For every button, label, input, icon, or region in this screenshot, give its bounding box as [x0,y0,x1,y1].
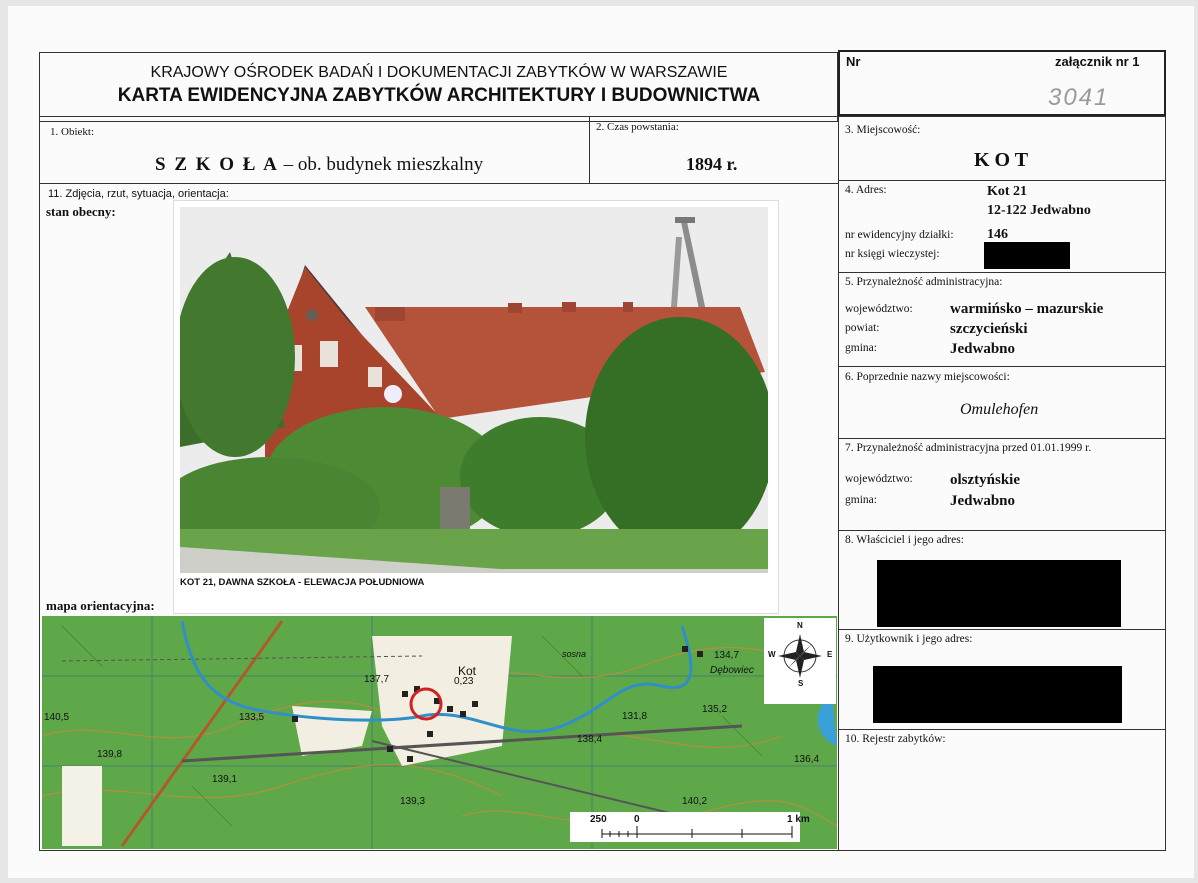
address-bottom [838,272,1166,273]
compass-w: W [768,650,776,659]
land-register-label: nr księgi wieczystej: [845,248,940,260]
land-register-redaction [984,242,1070,269]
commune-label: gmina: [845,342,877,354]
scale-left: 250 [590,814,607,825]
object-label: 1. Obiekt: [50,126,94,138]
map-spot-height: 137,7 [364,674,390,685]
admin-before-commune-value: Jedwabno [950,493,1016,509]
attachment-label: załącznik nr 1 [1055,54,1140,69]
map-spot-height: 139,3 [400,796,426,807]
admin-label: 5. Przynależność administracyjna: [845,276,1003,288]
map-spot-height: 139,8 [97,749,123,760]
map-spot-height: 138,4 [577,734,603,745]
date-value: 1894 r. [686,154,738,174]
object-name-spaced: S Z K O Ł A [155,154,279,175]
object-name-rest: – ob. budynek mieszkalny [278,154,484,175]
registry-label: 10. Rejestr zabytków: [845,733,946,745]
row1-bottom [39,183,838,184]
current-state-label: stan obecny: [46,204,116,219]
right-column-divider [838,116,839,851]
map-town-height: 0,23 [454,676,474,687]
location-map [42,616,837,849]
photos-section-label: 11. Zdjęcia, rzut, sytuacja, orientacja: [48,188,229,200]
county-label: powiat: [845,322,880,334]
former-names-label: 6. Poprzednie nazwy miejscowości: [845,371,1010,383]
nr-label: Nr [846,54,861,69]
handwritten-number: 3041 [1048,84,1110,111]
scale-right: 1 km [787,814,810,825]
admin-before-bottom [838,530,1166,531]
user-redaction [873,666,1122,723]
record-card [8,6,1194,878]
admin-bottom [838,366,1166,367]
map-spot-height: 135,2 [702,704,728,715]
map-label: mapa orientacyjna: [46,598,155,613]
admin-before-voivodeship-label: województwo: [845,473,913,485]
object-name [155,154,483,176]
date-label: 2. Czas powstania: [596,121,679,133]
map-sosna-label: sosna [562,649,587,659]
county-value: szczycieński [950,321,1028,337]
map-spot-height: 133,5 [239,712,265,723]
commune-value: Jedwabno [950,341,1016,357]
user-bottom [838,729,1166,730]
owner-bottom [838,629,1166,630]
admin-before-label: 7. Przynależność administracyjna przed 01.01.1999 r. [845,442,1092,454]
object-date-divider [589,116,590,183]
map-spot-height: 134,7 [714,650,740,661]
scale-zero: 0 [634,814,640,825]
place-value: K O T [974,149,1029,171]
admin-before-commune-label: gmina: [845,494,877,506]
owner-redaction [877,560,1121,627]
parcel-label: nr ewidencyjny działki: [845,229,954,241]
map-spot-height: 139,1 [212,774,238,785]
photo-caption: KOT 21, DAWNA SZKOŁA - ELEWACJA POŁUDNIOWA [180,577,425,588]
admin-before-voivodeship-value: olsztyńskie [950,472,1021,488]
place-bottom [838,180,1166,181]
card-title: KARTA EWIDENCYJNA ZABYTKÓW ARCHITEKTURY I BUDOWNICTWA [117,85,761,106]
map-spot-height: 136,4 [794,754,820,765]
parcel-value: 146 [987,227,1008,242]
voivodeship-label: województwo: [845,303,913,315]
address-label: 4. Adres: [845,184,887,196]
compass-s: S [798,679,804,688]
address-line1: Kot 21 [987,184,1028,199]
former-names-bottom [838,438,1166,439]
compass-n: N [797,621,803,630]
former-names-value: Omulehofen [960,401,1039,418]
compass-e: E [827,650,833,659]
address-line2: 12-122 Jedwabno [987,203,1091,218]
map-spot-height: 140,5 [44,712,70,723]
map-spot-height: 140,2 [682,796,708,807]
building-photo-frame [173,200,779,614]
map-village-label: Dębowiec [710,665,754,676]
school-building-photo [180,207,768,573]
map-spot-height: 131,8 [622,711,648,722]
owner-label: 8. Właściciel i jego adres: [845,534,964,546]
place-label: 3. Miejscowość: [845,124,921,136]
map-town-label: Kot [458,664,477,678]
institution-name: KRAJOWY OŚRODEK BADAŃ I DOKUMENTACJI ZABYTKÓW W WARSZAWIE [150,64,728,81]
voivodeship-value: warmińsko – mazurskie [950,301,1104,317]
user-label: 9. Użytkownik i jego adres: [845,633,973,645]
